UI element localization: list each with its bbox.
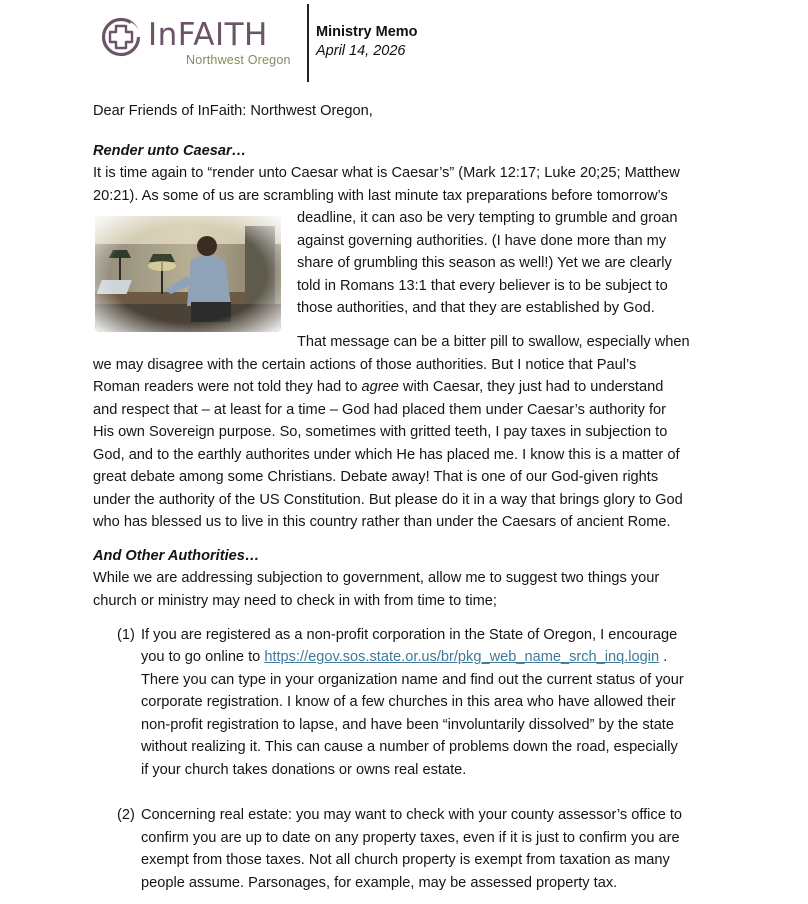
paragraph-line: deadline, it can aso be very tempting to grumble and groan	[297, 210, 678, 226]
paragraph-line-with-emphasis	[93, 376, 663, 399]
list-item-line: non-profit registration to lapse, and have been “involuntarily dissolved” by the state	[141, 717, 674, 733]
paragraph-line: under the authority of the US Constitution. But please do it in a way that brings glory to God	[93, 492, 683, 508]
cross-logo-icon	[100, 16, 142, 58]
paragraph-line: those authorities, and that they are established by God.	[297, 300, 655, 316]
emphasis-agree: agree	[361, 379, 399, 395]
oregon-sos-registry-link[interactable]: https://egov.sos.state.or.us/br/pkg_web_name_srch_inq.login	[264, 649, 660, 665]
paragraph-line: against governing authorities. (I have done more than my	[297, 233, 667, 249]
paragraph-line: It is time again to “render unto Caesar what is Caesar’s” (Mark 12:17; Luke 20;25; Matthew	[93, 165, 680, 181]
list-item-line: There you can type in your organization name and find out the current status of your	[141, 672, 684, 688]
paragraph-line: God, and to the earthly authorites under which He has placed me. I know this is a matter of	[93, 447, 680, 463]
paragraph-line: church or ministry may need to check in with from time to time;	[93, 593, 497, 609]
list-item-line: Concerning real estate: you may want to check with your county assessor’s office to	[141, 807, 683, 823]
text-run: you to go online to	[141, 649, 265, 665]
paragraph-line: told in Romans 13:1 that every believer is to be subject to	[297, 278, 668, 294]
paragraph-line: While we are addressing subjection to government, allow me to suggest two things your	[93, 570, 660, 586]
list-item-line: people assume. Parsonages, for example, may be assessed property tax.	[141, 875, 618, 891]
logo-wordmark: InFAITH	[148, 17, 268, 53]
text-run: Roman readers were not told they had to	[93, 379, 362, 395]
paragraph-line: His own Sovereign purpose. So, sometimes with gritted teeth, I pay taxes in subjection to	[93, 424, 668, 440]
list-item-line: exempt from those taxes. Not all church property is exempt from taxation as many	[141, 852, 670, 868]
header-divider	[307, 4, 309, 82]
paragraph-line: share of grumbling this season as well!) Yet we are clearly	[297, 255, 672, 271]
text-run: with Caesar, they just had to understand	[398, 379, 664, 395]
greeting: Dear Friends of InFaith: Northwest Oregon,	[93, 103, 373, 119]
section-heading-render-unto-caesar: Render unto Caesar…	[93, 143, 247, 159]
paragraph-line: 20:21). As some of us are scrambling with last minute tax preparations before tomorrow’s	[93, 188, 668, 204]
photo-illustration	[95, 216, 281, 332]
list-item-line: without realizing it. This can cause a number of problems down the road, especially	[141, 739, 678, 755]
logo-subtitle: Northwest Oregon	[186, 53, 291, 67]
man-at-laptop-photo	[95, 216, 281, 332]
list-item-line: if your church takes donations or owns real estate.	[141, 762, 467, 778]
text-run: .	[659, 649, 668, 665]
paragraph-line: and respect that – at least for a time – God had placed them under Caesar’s authority for	[93, 402, 666, 418]
paragraph-line: That message can be a bitter pill to swallow, especially when	[297, 334, 690, 350]
paragraph-line: great debate among some Christians. Debate away! That is one of our God-given rights	[93, 469, 659, 485]
memo-title: Ministry Memo	[316, 24, 418, 40]
memo-date: April 14, 2026	[316, 43, 406, 59]
list-item-line: If you are registered as a non-profit corporation in the State of Oregon, I encourage	[141, 627, 678, 643]
list-item-number: (1)	[117, 627, 135, 643]
list-item-line: confirm you are up to date on any property taxes, even if it is just to confirm you are	[141, 830, 680, 846]
list-item-line-with-link	[141, 646, 667, 669]
list-item-line: corporate registration. I know of a few churches in this area who have allowed their	[141, 694, 676, 710]
list-item-number: (2)	[117, 807, 135, 823]
paragraph-line: we may disagree with the certain actions of those authorities. But I notice that Paul’s	[93, 357, 637, 373]
section-heading-other-authorities: And Other Authorities…	[93, 548, 260, 564]
infaith-logo	[100, 14, 296, 70]
paragraph-line: who has blessed us to live in this country rather than under the Caesars of ancient Rome.	[93, 514, 671, 530]
